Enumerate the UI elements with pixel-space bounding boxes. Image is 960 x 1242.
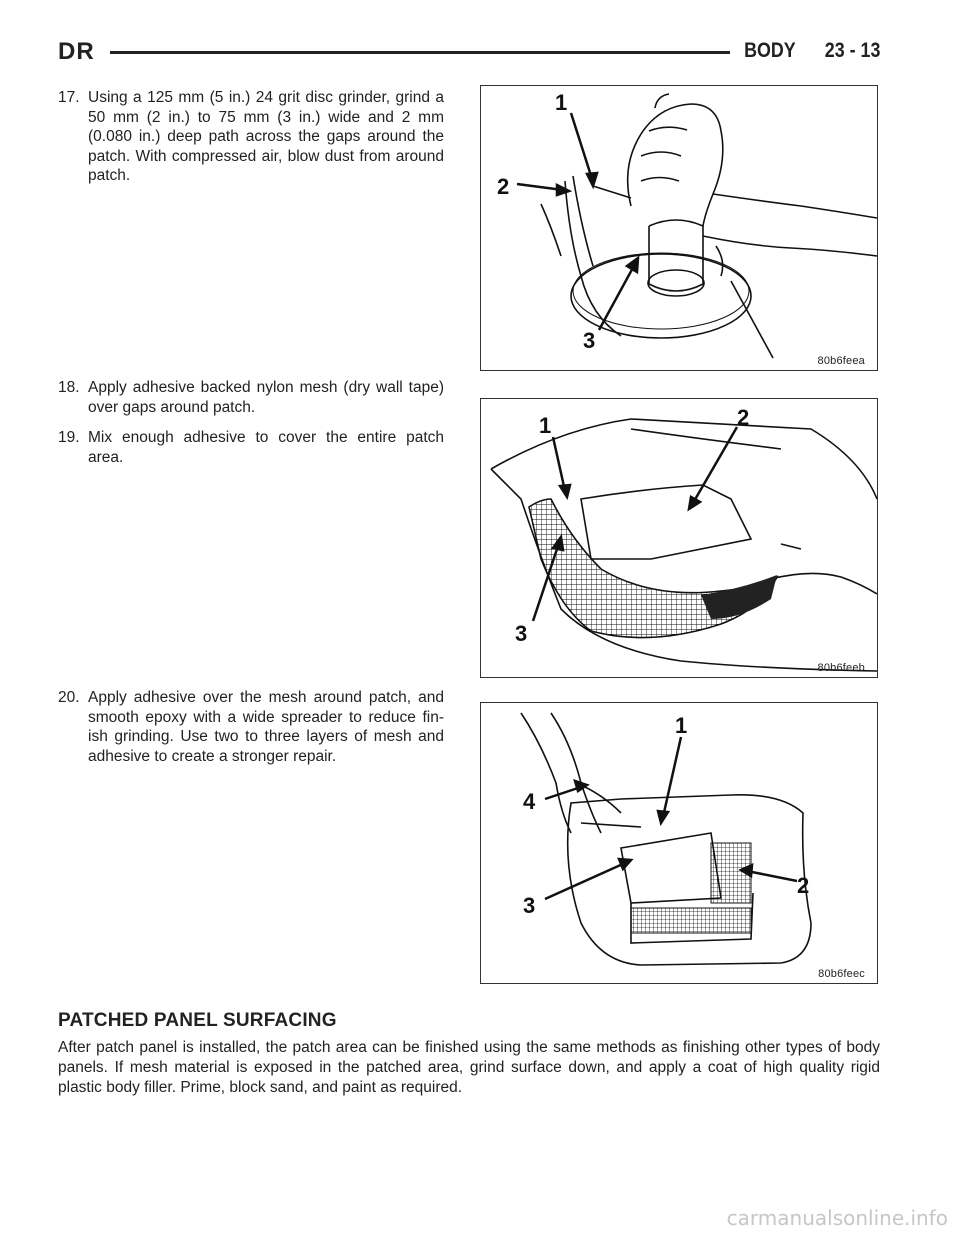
adhesive-illustration bbox=[481, 703, 877, 983]
step-text: Apply adhesive over the mesh around patch, and smooth epoxy with a wide spreader to reduce fin-ish grinding. Use two to three layers of mesh and adhesive to create a stronger repair. bbox=[88, 689, 444, 765]
step-17 bbox=[58, 88, 444, 186]
figure-code: 80b6feea bbox=[817, 355, 865, 367]
manual-code: DR bbox=[58, 38, 95, 65]
callout-3: 3 bbox=[523, 893, 536, 918]
section-body: After patch panel is installed, the patch area can be finished using the same methods as finishing other types of body panels. If mesh material is exposed in the patched area, grind surface down, and apply a coat of high quality rigid plastic body filler. Prime, block sand, and paint as required. bbox=[58, 1039, 880, 1096]
callout-3: 3 bbox=[583, 328, 596, 353]
step-18 bbox=[58, 378, 444, 417]
callout-1: 1 bbox=[539, 413, 552, 438]
step-number: 18. bbox=[58, 379, 80, 396]
header-rule bbox=[110, 51, 730, 54]
figure-code: 80b6feeb bbox=[817, 662, 865, 674]
section-heading: PATCHED PANEL SURFACING bbox=[58, 1010, 337, 1031]
grinder-illustration bbox=[481, 86, 877, 370]
step-number: 17. bbox=[58, 89, 80, 106]
step-text: Apply adhesive backed nylon mesh (dry wall tape) over gaps around patch. bbox=[88, 379, 444, 416]
page-header bbox=[58, 38, 880, 66]
figure-mesh bbox=[480, 398, 878, 678]
callout-2: 2 bbox=[737, 405, 750, 430]
figure-code: 80b6feec bbox=[818, 968, 865, 980]
callout-4: 4 bbox=[523, 789, 536, 814]
step-number: 20. bbox=[58, 689, 80, 706]
callout-2: 2 bbox=[497, 174, 510, 199]
callout-1: 1 bbox=[555, 90, 568, 115]
callout-1: 1 bbox=[675, 713, 688, 738]
watermark: carmanualsonline.info bbox=[726, 1206, 948, 1230]
section-name: BODY bbox=[744, 39, 796, 62]
figure-adhesive bbox=[480, 702, 878, 984]
step-text: Mix enough adhesive to cover the entire patch area. bbox=[88, 429, 444, 466]
step-19 bbox=[58, 428, 444, 467]
callout-2: 2 bbox=[797, 873, 810, 898]
step-number: 19. bbox=[58, 429, 80, 446]
step-20 bbox=[58, 688, 444, 766]
mesh-illustration bbox=[481, 399, 877, 677]
step-text: Using a 125 mm (5 in.) 24 grit disc grinder, grind a 50 mm (2 in.) to 75 mm (3 in.) wide and 2 mm (0.080 in.) deep path across the gaps around the patch. With compressed air, blow dust from around patch. bbox=[88, 89, 444, 184]
page-number: 23 - 13 bbox=[824, 39, 880, 62]
callout-3: 3 bbox=[515, 621, 528, 646]
figure-grinder bbox=[480, 85, 878, 371]
